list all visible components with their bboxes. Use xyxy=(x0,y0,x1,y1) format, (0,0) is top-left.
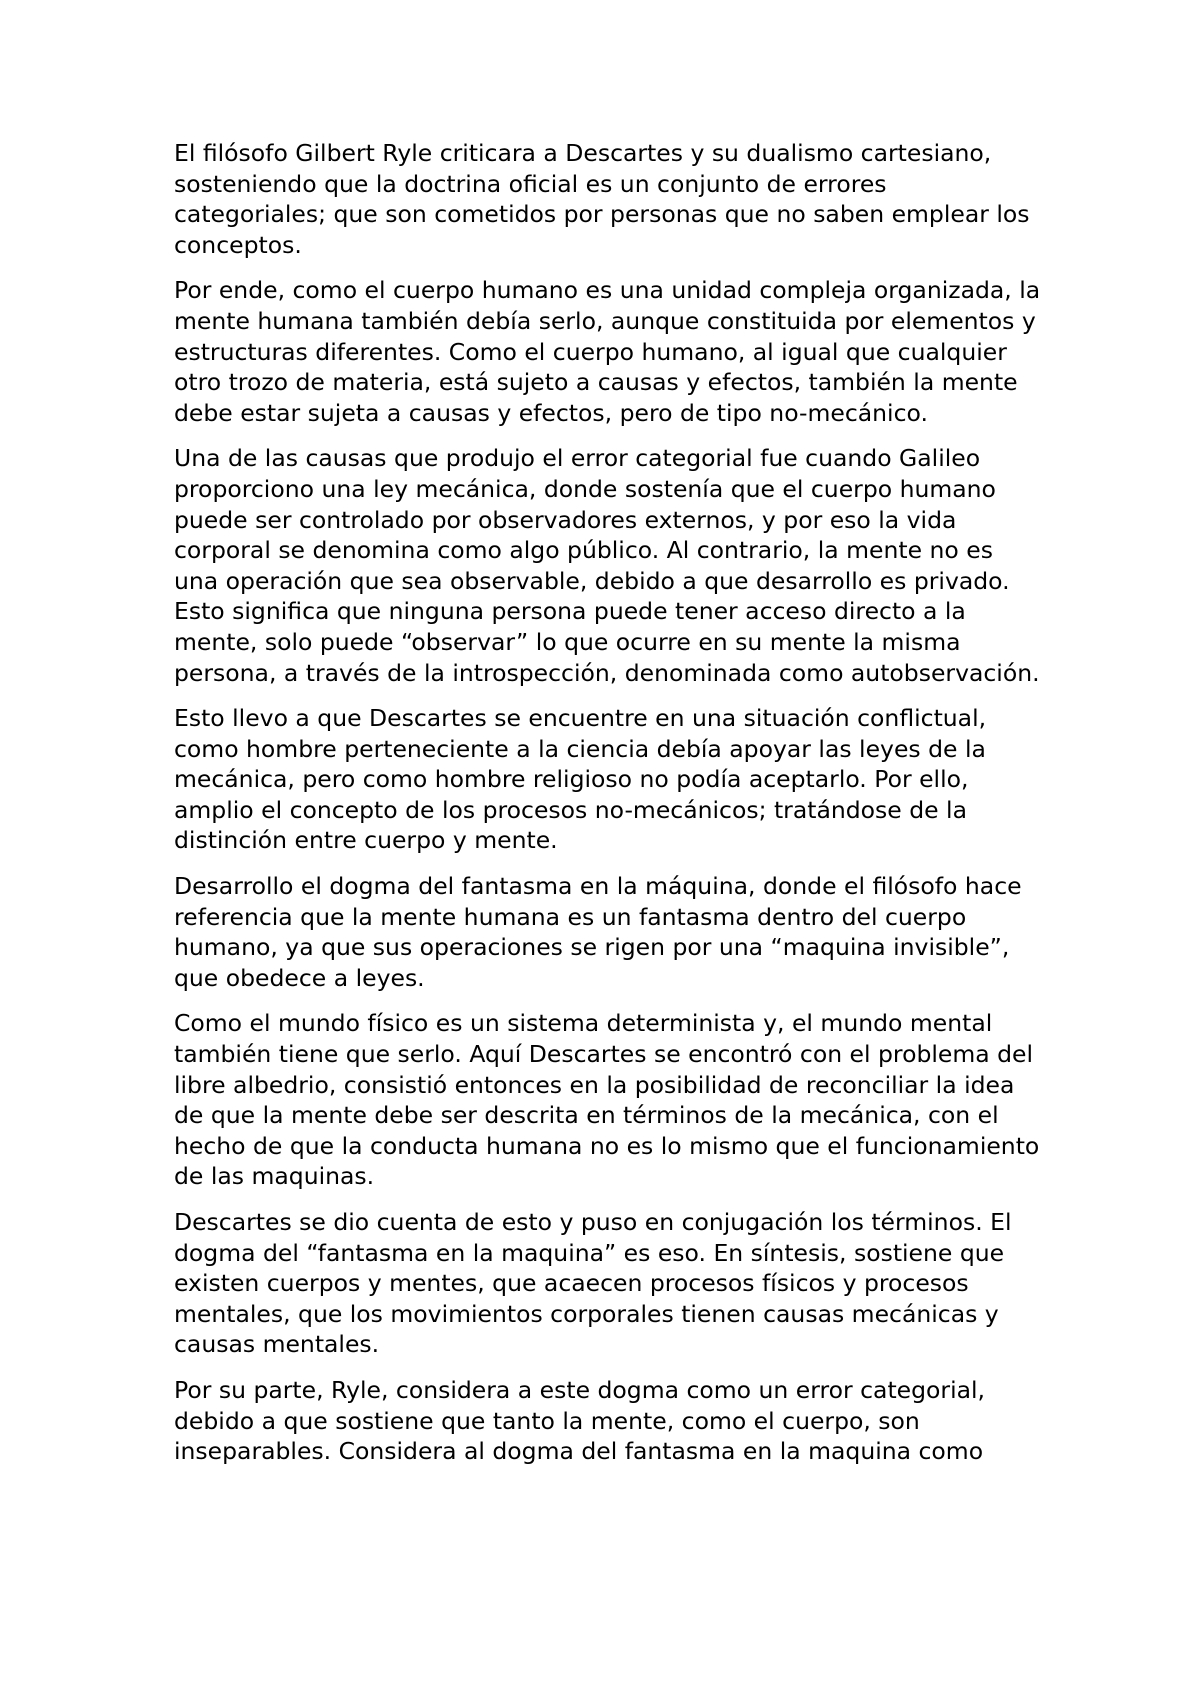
paragraph-5: Desarrollo el dogma del fantasma en la máquina, donde el filósofo hace referencia que la mente humana es un fantasma dentro del cuerpo humano, ya que sus operaciones se rigen por una “maquina invisible”, que obedece a leyes. xyxy=(174,872,1022,992)
document-body xyxy=(174,138,1044,1482)
paragraph-6: Como el mundo físico es un sistema determinista y, el mundo mental también tiene que serlo. Aquí Descartes se encontró con el problema del libre albedrio, consistió entonces en la posibilidad de reconciliar la idea de que la mente debe ser descrita en términos de la mecánica, con el hecho de que la conducta humana no es lo mismo que el funcionamiento de las maquinas. xyxy=(174,1009,1040,1191)
paragraph-2: Por ende, como el cuerpo humano es una unidad compleja organizada, la mente humana también debía serlo, aunque constituida por elementos y estructuras diferentes. Como el cuerpo humano, al igual que cualquier otro trozo de materia, está sujeto a causas y efectos, también la mente debe estar sujeta a causas y efectos, pero de tipo no-mecánico. xyxy=(174,276,1041,427)
paragraph-8: Por su parte, Ryle, considera a este dogma como un error categorial, debido a que sostiene que tanto la mente, como el cuerpo, son inseparables. Considera al dogma del fantasma en la maquina como xyxy=(174,1375,986,1466)
paragraph-1: El filósofo Gilbert Ryle criticara a Descartes y su dualismo cartesiano, sosteniendo que la doctrina oficial es un conjunto de errores categoriales; que son cometidos por personas que no saben emplear los conceptos. xyxy=(174,139,1030,259)
paragraph-7: Descartes se dio cuenta de esto y puso en conjugación los términos. El dogma del “fantasma en la maquina” es eso. En síntesis, sostiene que existen cuerpos y mentes, que acaecen procesos físicos y procesos mentales, que los movimientos corporales tienen causas mecánicas y causas mentales. xyxy=(174,1208,1012,1359)
paragraph-3: Una de las causas que produjo el error categorial fue cuando Galileo proporciono una ley mecánica, donde sostenía que el cuerpo humano puede ser controlado por observadores externos, y por eso la vida corporal se denomina como algo público. Al contrario, la mente no es una operación que sea observable, debido a que desarrollo es privado. Esto significa que ninguna persona puede tener acceso directo a la mente, solo puede “observar” lo que ocurre en su mente la misma persona, a través de la introspección, denominada como autobservación. xyxy=(174,444,1040,687)
paragraph-4: Esto llevo a que Descartes se encuentre en una situación conflictual, como hombre perteneciente a la ciencia debía apoyar las leyes de la mecánica, pero como hombre religioso no podía aceptarlo. Por ello, amplio el concepto de los procesos no-mecánicos; tratándose de la distinción entre cuerpo y mente. xyxy=(174,704,987,855)
